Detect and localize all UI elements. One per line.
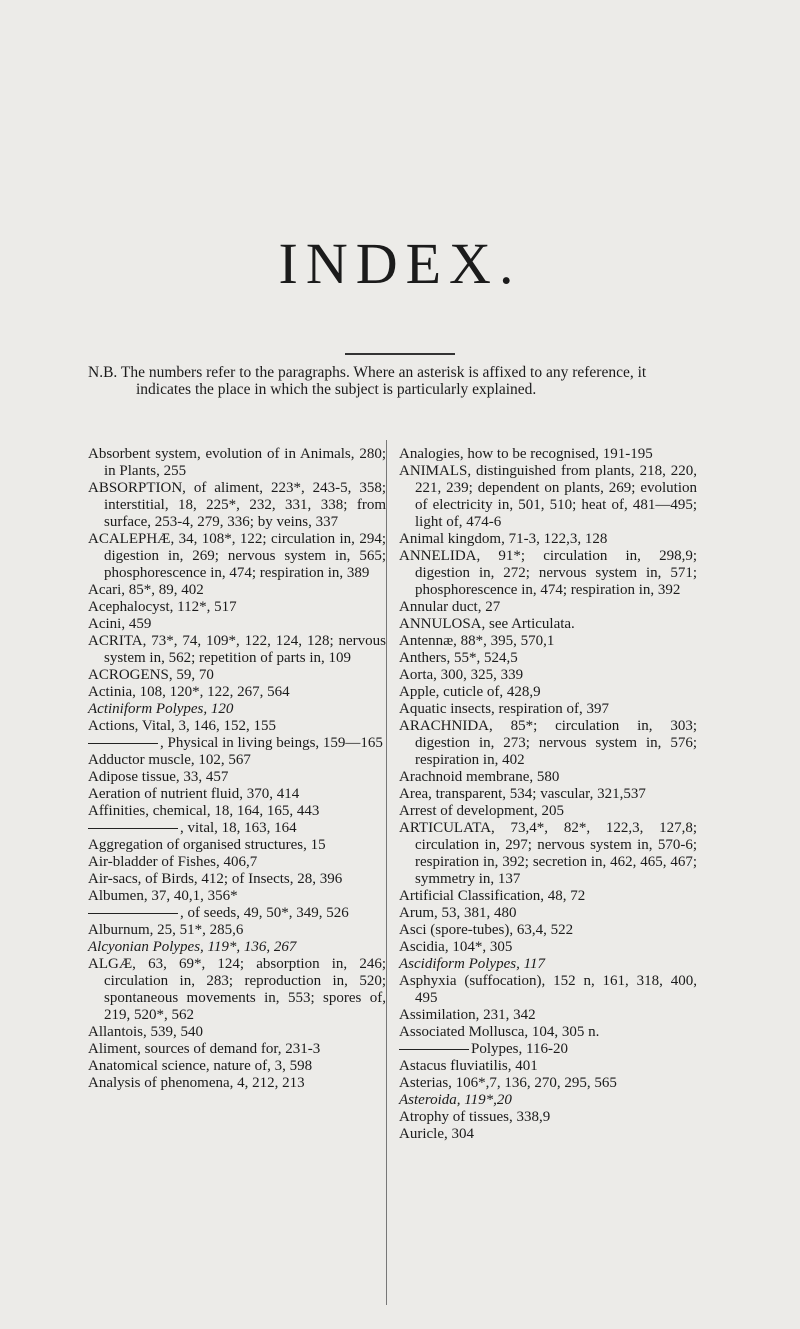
index-entry: Atrophy of tissues, 338,9	[399, 1109, 551, 1125]
index-entry: ACROGENS, 59, 70	[88, 667, 214, 683]
index-entry: Ascidia, 104*, 305	[399, 939, 513, 955]
note-line-2: indicates the place in which the subject is particularly explained.	[136, 381, 537, 398]
index-entry: Acephalocyst, 112*, 517	[88, 599, 237, 615]
index-entry: Annular duct, 27	[399, 599, 501, 615]
index-entry: Analogies, how to be recognised, 191-195	[399, 446, 653, 462]
index-entry: Anatomical science, nature of, 3, 598	[88, 1058, 313, 1074]
index-entry	[88, 905, 386, 922]
ditto-dash	[88, 828, 178, 829]
index-entry: Aggregation of organised structures, 15	[88, 837, 326, 853]
italic-term: Actiniform Polypes, 120	[88, 701, 234, 717]
index-column-left	[88, 446, 386, 1092]
index-entry: Acini, 459	[88, 616, 152, 632]
note-line-1: N.B. The numbers refer to the paragraphs. Where an asterisk is affixed to any reference, it	[88, 364, 647, 381]
index-entry: ALGÆ, 63, 69*, 124; absorption in, 246; circulation in, 283; reproduction in, 520; spontaneous movements in, 553; spores of, 219, 520*, 562	[88, 956, 386, 1023]
index-entry: Apple, cuticle of, 428,9	[399, 684, 541, 700]
index-entry: Asci (spore-tubes), 63,4, 522	[399, 922, 574, 938]
index-entry: ARTICULATA, 73,4*, 82*, 122,3, 127,8; circulation in, 297; nervous system in, 570-6; respiration in, 392; secretion in, 462, 465, 467; symmetry in, 137	[399, 820, 697, 887]
index-entry: Actinia, 108, 120*, 122, 267, 564	[88, 684, 290, 700]
index-entry: ARACHNIDA, 85*; circulation in, 303; digestion in, 273; nervous system in, 576; respiration in, 402	[399, 718, 697, 768]
index-entry: Affinities, chemical, 18, 164, 165, 443	[88, 803, 320, 819]
index-entry: Absorbent system, evolution of in Animals, 280; in Plants, 255	[88, 446, 386, 479]
index-entry: Associated Mollusca, 104, 305 n.	[399, 1024, 600, 1040]
ditto-dash	[399, 1049, 469, 1050]
index-entry: Asterias, 106*,7, 136, 270, 295, 565	[399, 1075, 617, 1091]
index-entry: Air-bladder of Fishes, 406,7	[88, 854, 258, 870]
page-title: INDEX.	[278, 231, 522, 296]
index-entry: Arrest of development, 205	[399, 803, 564, 819]
index-entry: Adipose tissue, 33, 457	[88, 769, 229, 785]
index-entry: Anthers, 55*, 524,5	[399, 650, 518, 666]
index-entry	[88, 735, 386, 752]
index-entry: Allantois, 539, 540	[88, 1024, 203, 1040]
index-entry: Arum, 53, 381, 480	[399, 905, 517, 921]
index-entry: Aliment, sources of demand for, 231-3	[88, 1041, 321, 1057]
index-entry: ABSORPTION, of aliment, 223*, 243-5, 358; interstitial, 18, 225*, 232, 331, 338; from surface, 253-4, 279, 336; by veins, 337	[88, 480, 386, 530]
index-entry	[88, 939, 386, 956]
index-entry: Aquatic insects, respiration of, 397	[399, 701, 609, 717]
index-entry: Antennæ, 88*, 395, 570,1	[399, 633, 555, 649]
index-entry: ANNULOSA, see Articulata.	[399, 616, 575, 632]
index-entry: Acari, 85*, 89, 402	[88, 582, 204, 598]
entry-text: Polypes, 116-20	[471, 1041, 568, 1057]
index-entry: Aeration of nutrient fluid, 370, 414	[88, 786, 300, 802]
explanatory-note	[88, 364, 728, 398]
index-entry: Astacus fluviatilis, 401	[399, 1058, 538, 1074]
index-entry: Area, transparent, 534; vascular, 321,537	[399, 786, 646, 802]
ditto-dash	[88, 743, 158, 744]
index-entry: Auricle, 304	[399, 1126, 474, 1142]
italic-term: Ascidiform Polypes, 117	[399, 956, 545, 972]
index-entry: ACRITA, 73*, 74, 109*, 122, 124, 128; nervous system in, 562; repetition of parts in, 109	[88, 633, 386, 666]
index-entry: Arachnoid membrane, 580	[399, 769, 560, 785]
column-divider	[386, 440, 387, 1305]
entry-text: , of seeds, 49, 50*, 349, 526	[180, 905, 349, 921]
index-entry	[399, 1041, 697, 1058]
italic-term: Alcyonian Polypes, 119*, 136, 267	[88, 939, 297, 955]
entry-text: , Physical in living beings, 159—165	[160, 735, 383, 751]
index-entry: Alburnum, 25, 51*, 285,6	[88, 922, 244, 938]
index-entry: ANNELIDA, 91*; circulation in, 298,9; digestion in, 272; nervous system in, 571; phosphorescence in, 474; respiration in, 392	[399, 548, 697, 598]
index-entry	[399, 1092, 697, 1109]
index-entry: Analysis of phenomena, 4, 212, 213	[88, 1075, 305, 1091]
index-entry: Animal kingdom, 71-3, 122,3, 128	[399, 531, 608, 547]
index-entry: Asphyxia (suffocation), 152 n, 161, 318, 400, 495	[399, 973, 697, 1006]
index-entry: Artificial Classification, 48, 72	[399, 888, 586, 904]
index-entry: Actions, Vital, 3, 146, 152, 155	[88, 718, 276, 734]
index-entry: ACALEPHÆ, 34, 108*, 122; circulation in, 294; digestion in, 269; nervous system in, 565; phosphorescence in, 474; respiration in, 389	[88, 531, 386, 581]
index-entry	[399, 956, 697, 973]
index-column-right	[399, 446, 697, 1143]
index-entry: ANIMALS, distinguished from plants, 218, 220, 221, 239; dependent on plants, 269; evolution of electricity in, 501, 510; heat of, 481—495; light of, 474-6	[399, 463, 697, 530]
index-entry: Aorta, 300, 325, 339	[399, 667, 524, 683]
italic-term: Asteroida, 119*,20	[399, 1092, 512, 1108]
index-entry: Air-sacs, of Birds, 412; of Insects, 28, 396	[88, 871, 343, 887]
index-entry: Albumen, 37, 40,1, 356*	[88, 888, 238, 904]
index-entry	[88, 820, 386, 837]
title-rule	[345, 353, 455, 355]
ditto-dash	[88, 913, 178, 914]
index-entry: Assimilation, 231, 342	[399, 1007, 536, 1023]
entry-text: , vital, 18, 163, 164	[180, 820, 297, 836]
index-entry: Adductor muscle, 102, 567	[88, 752, 251, 768]
index-entry	[88, 701, 386, 718]
